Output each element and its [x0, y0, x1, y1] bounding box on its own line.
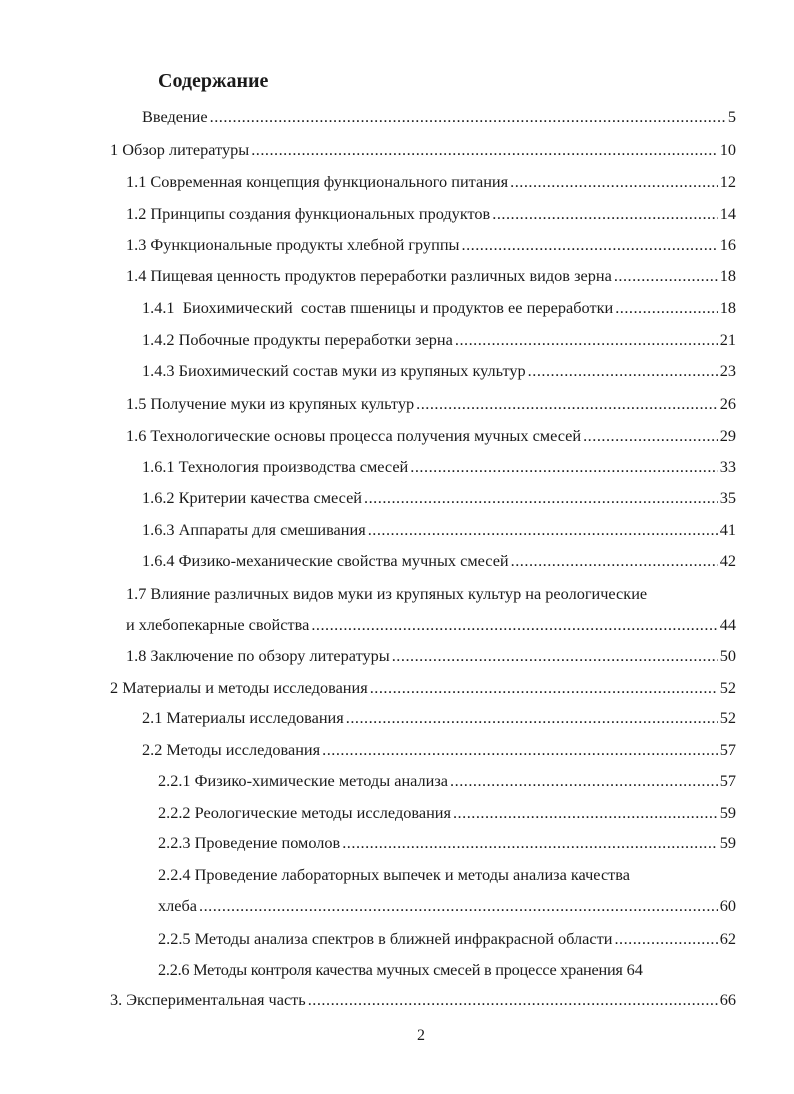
toc-entry-page: 23 [719, 361, 736, 380]
toc-entry-page: 52 [719, 708, 736, 727]
toc-entry-text: 1.6.3 Аппараты для смешивания [142, 520, 366, 539]
toc-entry-text: 1.4 Пищевая ценность продуктов переработки различных видов зерна [126, 266, 612, 285]
toc-entry-text: 2.2.1 Физико-химические методы анализа [158, 771, 449, 790]
toc-entry-page: 44 [719, 615, 736, 634]
toc-entry-text: 1 Обзор литературы [110, 140, 250, 159]
toc-entry-page: 52 [719, 678, 736, 697]
toc-entry-page: 33 [719, 457, 736, 476]
leader-dots [614, 925, 717, 953]
toc-entry-page: 18 [719, 266, 736, 285]
toc-entry-2-2-2 [158, 799, 736, 827]
toc-entry-text: 2.2.6 Методы контроля качества мучных смесей в процессе хранения [158, 960, 623, 979]
toc-entry-2-2-1 [158, 767, 736, 795]
toc-entry-text: 1.1 Современная концепция функционального питания [126, 172, 509, 191]
toc-entry-text: 1.4.2 Побочные продукты переработки зерна [142, 330, 453, 349]
leader-dots [311, 611, 717, 639]
toc-entry-3 [110, 986, 736, 1014]
page-title: Содержание [158, 70, 269, 92]
toc-entry-text: 1.3 Функциональные продукты хлебной группы [126, 235, 460, 254]
toc-entry-1-5 [126, 390, 736, 418]
toc-entry-page: 42 [719, 551, 736, 570]
toc-entry-page: 50 [719, 646, 736, 665]
toc-entry-text: 3. Экспериментальная часть [110, 990, 306, 1009]
toc-entry-text: 1.4.3 Биохимический состав муки из крупяных культур [142, 361, 526, 380]
toc-entry-1-4 [126, 262, 736, 290]
toc-entry-1 [110, 136, 736, 164]
toc-entry-page: 26 [719, 394, 736, 413]
leader-dots [510, 168, 718, 196]
toc-entry-text: Введение [142, 107, 208, 126]
toc-entry-1-4-3 [142, 357, 736, 385]
toc-entry-page: 57 [719, 771, 736, 790]
toc-entry-2-2-6 [158, 956, 736, 984]
toc-entry-page: 5 [727, 107, 736, 126]
toc-entry-text: 2.2.2 Реологические методы исследования [158, 803, 451, 822]
leader-dots [416, 390, 718, 418]
leader-dots [342, 829, 717, 857]
toc-entry-1-6-1 [142, 453, 736, 481]
toc-entry-text: 1.6.2 Критерии качества смесей [142, 488, 363, 507]
toc-entry-1-2 [126, 200, 736, 228]
leader-dots [528, 357, 718, 385]
toc-entry-2 [110, 674, 736, 702]
toc-entry-page: 66 [719, 990, 736, 1009]
toc-entry-page: 29 [719, 426, 736, 445]
leader-dots [492, 200, 717, 228]
toc-entry-page: 57 [719, 740, 736, 759]
toc-entry-text: хлеба [158, 896, 198, 915]
leader-dots [322, 736, 718, 764]
leader-dots [450, 767, 718, 795]
leader-dots [368, 516, 718, 544]
toc-entry-1-6-3 [142, 516, 736, 544]
leader-dots [308, 986, 718, 1014]
leader-dots [392, 642, 718, 670]
toc-entry-text: 1.6.4 Физико-механические свойства мучных смесей [142, 551, 509, 570]
toc-entry-text: 1.6.1 Технология производства смесей [142, 457, 409, 476]
toc-entry-page: 18 [719, 298, 736, 317]
toc-entry-1-4-1 [142, 294, 736, 322]
toc-entry-text: 2 Материалы и методы исследования [110, 678, 368, 697]
leader-dots [614, 262, 718, 290]
leader-dots [210, 103, 726, 131]
leader-dots [251, 136, 718, 164]
leader-dots [410, 453, 717, 481]
toc-entry-page: 12 [719, 172, 736, 191]
toc-entry-page: 62 [719, 929, 736, 948]
toc-entry-2-2-3 [158, 829, 736, 857]
toc-entry-text: и хлебопекарные свойства [126, 615, 310, 634]
toc-entry-page: 10 [719, 140, 736, 159]
toc-entry-1-6-4 [142, 547, 736, 575]
toc-entry-page: 41 [719, 520, 736, 539]
toc-entry-text: 1.6 Технологические основы процесса получения мучных смесей [126, 426, 582, 445]
toc-entry-1-7-first-line: 1.7 Влияние различных видов муки из крупяных культур на реологические [126, 584, 648, 603]
toc-entry-page: 21 [719, 330, 736, 349]
toc-entry-1-8 [126, 642, 736, 670]
toc-entry-text: 1.4.1 Биохимический состав пшеницы и продуктов ее переработки [142, 298, 614, 317]
toc-entry-introduction [142, 103, 736, 131]
toc-entry-page: 60 [719, 896, 736, 915]
toc-entry-text: 1.2 Принципы создания функциональных продуктов [126, 204, 491, 223]
toc-entry-page: 16 [719, 235, 736, 254]
toc-entry-1-4-2 [142, 326, 736, 354]
toc-entry-text: 1.8 Заключение по обзору литературы [126, 646, 390, 665]
leader-dots [453, 799, 718, 827]
leader-dots [511, 547, 718, 575]
page-number: 2 [417, 1027, 425, 1044]
leader-dots [364, 484, 718, 512]
leader-dots [583, 422, 718, 450]
toc-entry-1-3 [126, 231, 736, 259]
toc-entry-1-6 [126, 422, 736, 450]
toc-entry-2-2-4 [158, 892, 736, 920]
toc-entry-page: 59 [719, 803, 736, 822]
toc-entry-2-2-5 [158, 925, 736, 953]
leader-dots [462, 231, 718, 259]
leader-dots [199, 892, 718, 920]
toc-entry-2-1 [142, 704, 736, 732]
toc-entry-text: 2.2.5 Методы анализа спектров в ближней инфракрасной области [158, 929, 613, 948]
toc-entry-page: 64 [626, 960, 643, 979]
leader-dots [370, 674, 718, 702]
toc-entry-page: 14 [719, 204, 736, 223]
toc-entry-page: 35 [719, 488, 736, 507]
leader-dots [615, 294, 718, 322]
toc-entry-page: 59 [719, 833, 736, 852]
leader-dots [455, 326, 718, 354]
toc-entry-1-7 [126, 611, 736, 639]
toc-entry-1-1 [126, 168, 736, 196]
leader-dots [346, 704, 718, 732]
toc-entry-2-2 [142, 736, 736, 764]
toc-entry-text: 1.5 Получение муки из крупяных культур [126, 394, 415, 413]
toc-entry-text: 2.2.3 Проведение помолов [158, 833, 341, 852]
toc-entry-text: 2.2 Методы исследования [142, 740, 321, 759]
toc-entry-2-2-4-first-line: 2.2.4 Проведение лабораторных выпечек и методы анализа качества [158, 865, 630, 884]
toc-entry-1-6-2 [142, 484, 736, 512]
toc-entry-text: 2.1 Материалы исследования [142, 708, 344, 727]
